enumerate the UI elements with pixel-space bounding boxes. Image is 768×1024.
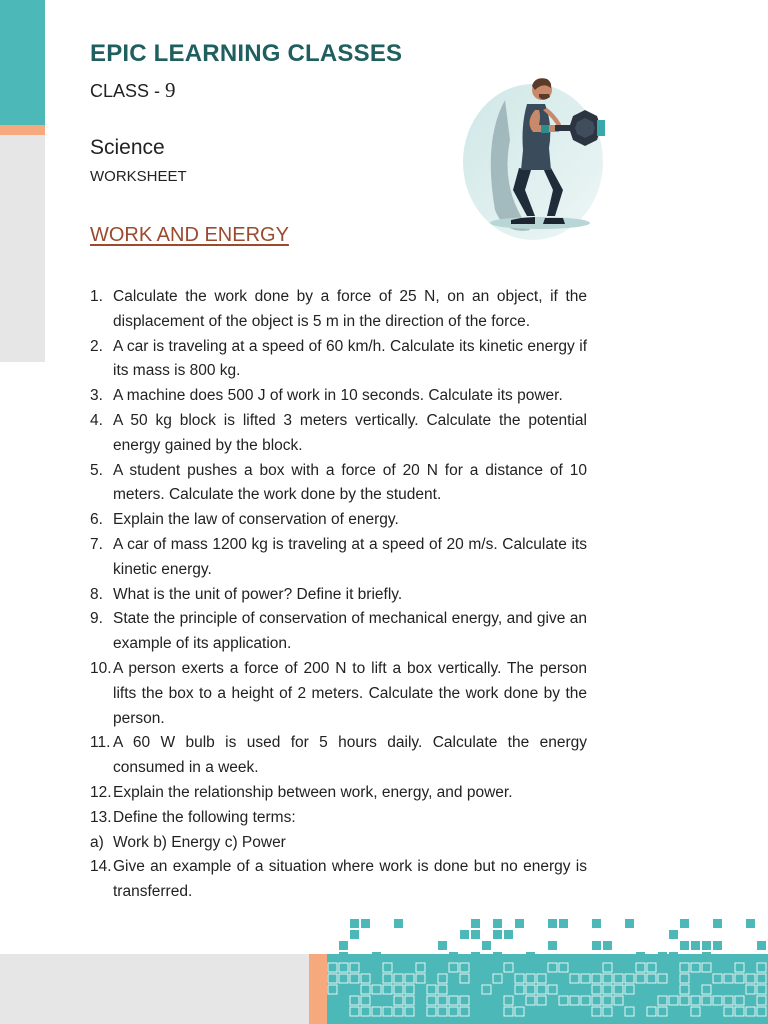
question-text: A student pushes a box with a force of 20 N for a distance of 10 meters. Calculate the work done by the student. (113, 461, 587, 504)
pixel-tile (449, 952, 458, 961)
pixel-tile (493, 974, 502, 983)
pixel-tile (658, 996, 667, 1005)
question-text: Calculate the work done by a force of 25 N, on an object, if the displacement of the object is 5 m in the direction of the force. (113, 288, 587, 330)
pixel-tile (460, 930, 469, 939)
pixel-tile (746, 919, 755, 928)
pixel-tile (504, 1007, 513, 1016)
left-accent-bar-grey (0, 135, 45, 362)
pixel-tile (680, 941, 689, 950)
pixel-tile (592, 985, 601, 994)
pixel-tile (724, 974, 733, 983)
pixel-tile (350, 930, 359, 939)
pixel-tile (460, 1007, 469, 1016)
pixel-tile (724, 1007, 733, 1016)
pixel-tile (350, 963, 359, 972)
pixel-tile (702, 941, 711, 950)
pixel-tile (504, 963, 513, 972)
footer-pixel-pattern (327, 918, 768, 1024)
question-item (90, 607, 587, 657)
pixel-tile (482, 985, 491, 994)
question-text: What is the unit of power? Define it briefly. (113, 585, 403, 603)
question-item (90, 409, 587, 459)
pixel-tile (757, 985, 766, 994)
question-text: A person exerts a force of 200 N to lift a box vertically. The person lifts the box to a height of 2 meters. Calculate the work done by the person. (113, 659, 587, 727)
pixel-tile (460, 963, 469, 972)
pixel-tile (702, 996, 711, 1005)
pixel-tile (647, 974, 656, 983)
pixel-tile (361, 919, 370, 928)
pixel-tile (482, 941, 491, 950)
pixel-tile (383, 963, 392, 972)
question-number: 7. (90, 535, 103, 553)
pixel-tile (592, 941, 601, 950)
pixel-tile (691, 996, 700, 1005)
pixel-tile (394, 985, 403, 994)
question-text: A 60 W bulb is used for 5 hours daily. Calculate the energy consumed in a week. (113, 734, 587, 777)
weightlifter-illustration (455, 70, 630, 240)
pixel-tile (339, 963, 348, 972)
question-item (90, 657, 587, 731)
pixel-tile (592, 996, 601, 1005)
pixel-tile (592, 919, 601, 928)
class-number: 9 (165, 78, 176, 102)
question-text: A car of mass 1200 kg is traveling at a speed of 20 m/s. Calculate its kinetic energy. (113, 535, 587, 578)
pixel-tile (757, 941, 766, 950)
pixel-tile (416, 963, 425, 972)
pixel-tile (647, 1007, 656, 1016)
question-item (90, 533, 587, 583)
question-item (90, 335, 587, 385)
pixel-tile (702, 952, 711, 961)
pixel-tile (427, 996, 436, 1005)
question-text: A car is traveling at a speed of 60 km/h. Calculate its kinetic energy if its mass is 800 kg. (113, 337, 587, 380)
pixel-tile (735, 974, 744, 983)
pixel-tile (614, 974, 623, 983)
document-type: WORKSHEET (90, 168, 187, 185)
question-number: 5. (90, 461, 103, 479)
pixel-tile (581, 996, 590, 1005)
pixel-tile (735, 963, 744, 972)
pixel-tile (405, 1007, 414, 1016)
pixel-tile (680, 919, 689, 928)
pixel-tile (460, 996, 469, 1005)
pixel-tile (449, 996, 458, 1005)
question-item (90, 731, 587, 781)
pixel-tile (350, 919, 359, 928)
question-number: 13. (90, 808, 112, 826)
pixel-tile (757, 1007, 766, 1016)
question-item (90, 459, 587, 509)
pixel-tile (548, 919, 557, 928)
pixel-tile (361, 996, 370, 1005)
pixel-tile (746, 974, 755, 983)
pixel-tile (427, 985, 436, 994)
pixel-tile (383, 1007, 392, 1016)
question-number: 8. (90, 585, 103, 603)
pixel-tile (394, 996, 403, 1005)
topic-heading: WORK AND ENERGY (90, 224, 289, 246)
question-item (90, 583, 587, 608)
pixel-tile (636, 952, 645, 961)
pixel-tile (493, 919, 502, 928)
question-number: 6. (90, 511, 103, 529)
pixel-tile (757, 963, 766, 972)
pixel-tile (449, 1007, 458, 1016)
question-text: Explain the law of conservation of energy. (113, 511, 399, 529)
pixel-tile (361, 1007, 370, 1016)
pixel-tile (493, 952, 502, 961)
pixel-tile (405, 985, 414, 994)
pixel-tile (713, 996, 722, 1005)
pixel-tile (636, 963, 645, 972)
pixel-tile (669, 996, 678, 1005)
question-text: State the principle of conservation of mechanical energy, and give an example of its application. (113, 610, 587, 653)
pixel-tile (504, 996, 513, 1005)
pixel-tile (625, 1007, 634, 1016)
question-number: 12. (90, 783, 112, 801)
question-number: 4. (90, 411, 103, 429)
pixel-tile (339, 974, 348, 983)
pixel-tile (570, 974, 579, 983)
pixel-tile (658, 974, 667, 983)
pixel-tile (438, 996, 447, 1005)
pixel-tile (328, 963, 337, 972)
question-item (90, 781, 587, 806)
pixel-tile (515, 919, 524, 928)
pixel-tile (471, 952, 480, 961)
pixel-tile (537, 974, 546, 983)
pixel-tile (438, 985, 447, 994)
pixel-tile (416, 974, 425, 983)
pixel-tile (647, 963, 656, 972)
pixel-tile (339, 952, 348, 961)
pixel-tile (526, 985, 535, 994)
pixel-tile (625, 919, 634, 928)
pixel-tile (625, 974, 634, 983)
pixel-tile (504, 930, 513, 939)
question-text: A 50 kg block is lifted 3 meters vertically. Calculate the potential energy gained by the block. (113, 411, 587, 454)
question-number: 14. (90, 858, 112, 876)
pixel-tile (735, 996, 744, 1005)
pixel-tile (713, 974, 722, 983)
pixel-tile (691, 963, 700, 972)
pixel-tile (493, 930, 502, 939)
pixel-tile (350, 1007, 359, 1016)
left-accent-bar-orange (0, 125, 45, 135)
pixel-tile (746, 1007, 755, 1016)
pixel-tile (636, 974, 645, 983)
pixel-tile (449, 963, 458, 972)
pixel-tile (592, 974, 601, 983)
question-text: Give an example of a situation where work is done but no energy is transferred. (113, 858, 587, 901)
pixel-tile (405, 996, 414, 1005)
pixel-tile (350, 974, 359, 983)
pixel-tile (680, 996, 689, 1005)
pixel-tile (724, 996, 733, 1005)
pixel-tile (438, 941, 447, 950)
pixel-tile (669, 930, 678, 939)
footer-band-orange (309, 954, 327, 1024)
question-text: Explain the relationship between work, energy, and power. (113, 783, 513, 801)
pixel-tile (570, 996, 579, 1005)
question-number: 9. (90, 610, 103, 628)
pixel-tile (603, 941, 612, 950)
pixel-tile (691, 1007, 700, 1016)
pixel-tile (614, 996, 623, 1005)
subject-title: Science (90, 136, 165, 159)
pixel-tile (669, 952, 678, 961)
pixel-tile (405, 974, 414, 983)
pixel-tile (559, 963, 568, 972)
pixel-tile (746, 985, 755, 994)
pixel-tile (526, 996, 535, 1005)
pixel-tile (548, 941, 557, 950)
question-list (90, 285, 587, 905)
question-number: 11. (90, 734, 111, 752)
pixel-tile (372, 985, 381, 994)
pixel-tile (592, 1007, 601, 1016)
question-number: 2. (90, 337, 103, 355)
question-number: 10. (90, 659, 112, 677)
org-title: EPIC LEARNING CLASSES (90, 40, 403, 67)
pixel-tile (383, 985, 392, 994)
pixel-tile (559, 996, 568, 1005)
pixel-tile (394, 919, 403, 928)
pixel-tile (691, 941, 700, 950)
pixel-tile (537, 985, 546, 994)
pixel-tile (526, 974, 535, 983)
pixel-tile (471, 919, 480, 928)
pixel-tile (328, 974, 337, 983)
question-item (90, 285, 587, 335)
pixel-tile (658, 1007, 667, 1016)
question-item (90, 384, 587, 409)
pixel-tile (735, 1007, 744, 1016)
pixel-tile (658, 952, 667, 961)
pixel-tile (438, 974, 447, 983)
pixel-tile (559, 919, 568, 928)
pixel-tile (702, 985, 711, 994)
pixel-tile (515, 985, 524, 994)
pixel-tile (328, 985, 337, 994)
pixel-tile (548, 963, 557, 972)
pixel-tile (460, 974, 469, 983)
pixel-tile (603, 963, 612, 972)
pixel-tile (339, 941, 348, 950)
question-number: 1. (90, 288, 103, 305)
question-subitem (90, 831, 587, 856)
pixel-tile (537, 996, 546, 1005)
pixel-tile (581, 974, 590, 983)
pixel-tile (394, 1007, 403, 1016)
pixel-tile (361, 974, 370, 983)
pixel-tile (625, 985, 634, 994)
pixel-tile (680, 963, 689, 972)
question-item (90, 508, 587, 533)
pixel-tile (757, 996, 766, 1005)
question-text: A machine does 500 J of work in 10 seconds. Calculate its power. (113, 387, 563, 405)
question-text: Work b) Energy c) Power (113, 833, 286, 851)
left-accent-bar-teal (0, 0, 45, 125)
pixel-tile (614, 985, 623, 994)
pixel-tile (427, 1007, 436, 1016)
pixel-tile (702, 963, 711, 972)
question-text: Define the following terms: (113, 808, 296, 826)
question-number: a) (90, 833, 104, 851)
pixel-tile (383, 974, 392, 983)
pixel-tile (680, 985, 689, 994)
pixel-tile (515, 974, 524, 983)
pixel-tile (515, 1007, 524, 1016)
question-item (90, 855, 587, 905)
pixel-tile (438, 1007, 447, 1016)
class-prefix: CLASS - (90, 81, 166, 101)
pixel-tile (713, 919, 722, 928)
question-number: 3. (90, 387, 103, 405)
pixel-tile (526, 952, 535, 961)
pixel-tile (372, 952, 381, 961)
pixel-tile (713, 941, 722, 950)
pixel-tile (603, 996, 612, 1005)
pixel-tile (603, 974, 612, 983)
pixel-tile (548, 985, 557, 994)
pixel-tile (350, 996, 359, 1005)
pixel-tile (603, 1007, 612, 1016)
pixel-tile (372, 1007, 381, 1016)
pixel-tile (680, 974, 689, 983)
pixel-tile (603, 985, 612, 994)
class-label (90, 78, 176, 103)
pixel-tile (471, 930, 480, 939)
pixel-tile (361, 985, 370, 994)
question-item (90, 806, 587, 831)
pixel-tile (757, 974, 766, 983)
pixel-tile (394, 974, 403, 983)
